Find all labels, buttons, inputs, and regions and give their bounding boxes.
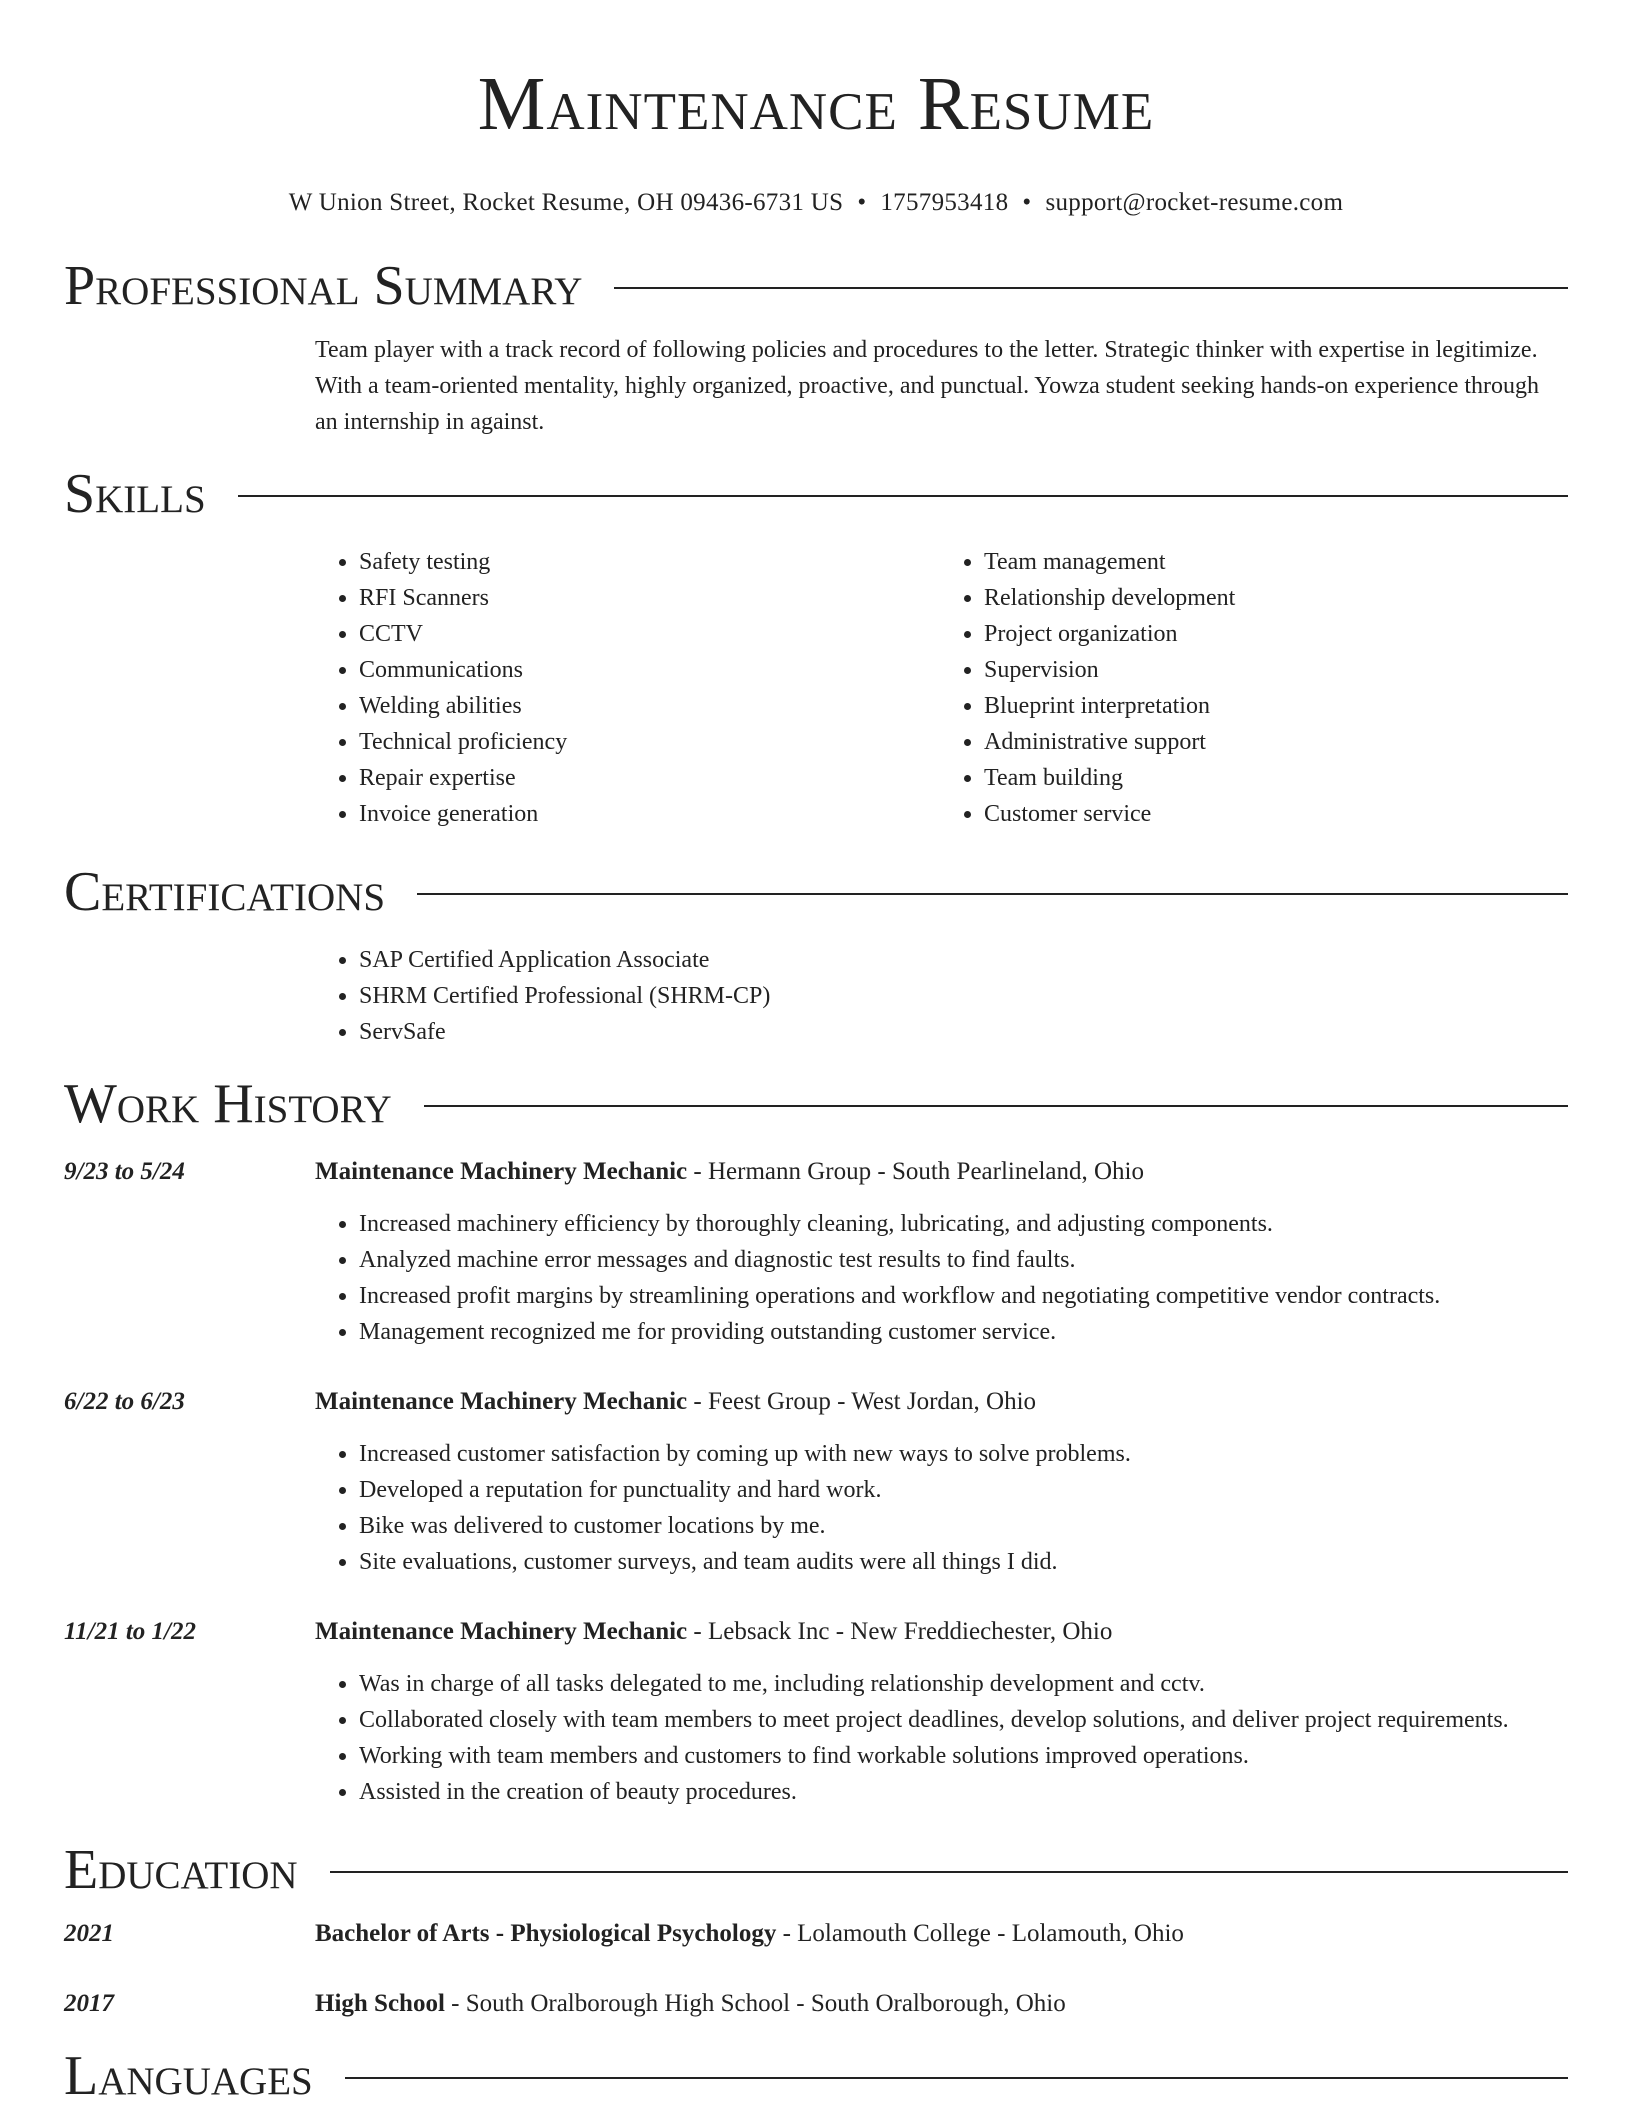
skill-item: • Customer service <box>984 796 1565 832</box>
skill-item: • Team management <box>984 544 1565 580</box>
job-heading <box>315 1384 1565 1420</box>
skills-right-list <box>940 544 1565 832</box>
education-school: - Lolamouth College - Lolamouth, Ohio <box>776 1920 1184 1947</box>
education-section <box>0 1838 1632 2022</box>
education-header <box>64 1838 1568 1902</box>
job-bullet: • Bike was delivered to customer locations by me. <box>359 1508 1565 1544</box>
skill-item: • Communications <box>359 652 940 688</box>
job-employer: - Lebsack Inc - New Freddiechester, Ohio <box>687 1618 1113 1645</box>
resume-title: Maintenance Resume <box>477 62 1155 146</box>
skill-item: • CCTV <box>359 616 940 652</box>
education-year: 2021 <box>64 1920 114 1947</box>
contact-separator: • <box>857 189 867 216</box>
skills-header <box>64 462 1568 526</box>
job-bullet: • Assisted in the creation of beauty procedures. <box>359 1774 1565 1810</box>
job-bullet: • Was in charge of all tasks delegated to me, including relationship development and cctv. <box>359 1666 1565 1702</box>
skill-item: • Team building <box>984 760 1565 796</box>
job-bullet: • Increased profit margins by streamlining operations and workflow and negotiating competitive vendor contracts. <box>359 1278 1565 1314</box>
contact-separator: • <box>1022 189 1032 216</box>
education-entry <box>0 1916 1632 1952</box>
section-title: Professional Summary <box>64 255 583 317</box>
section-title: Work History <box>64 1073 392 1135</box>
education-degree: High School <box>315 1990 445 2017</box>
certification-item: • SHRM Certified Professional (SHRM-CP) <box>359 978 1565 1014</box>
job-employer: - Feest Group - West Jordan, Ohio <box>687 1388 1037 1415</box>
section-divider <box>614 287 1568 289</box>
job-title: Maintenance Machinery Mechanic <box>315 1158 688 1185</box>
certification-item: • SAP Certified Application Associate <box>359 942 1565 978</box>
contact-line <box>0 188 1632 218</box>
job-bullets <box>315 1206 1565 1350</box>
job-heading <box>315 1614 1565 1650</box>
skill-item: • Invoice generation <box>359 796 940 832</box>
languages-header <box>64 2044 1568 2108</box>
certifications-list <box>315 942 1565 1050</box>
job-bullet: • Management recognized me for providing outstanding customer service. <box>359 1314 1565 1350</box>
skill-item: • Repair expertise <box>359 760 940 796</box>
education-heading <box>315 1916 1565 1952</box>
summary-section <box>0 254 1632 440</box>
job-employer: - Hermann Group - South Pearlineland, Ohio <box>687 1158 1145 1185</box>
job-bullet: • Analyzed machine error messages and diagnostic test results to find faults. <box>359 1242 1565 1278</box>
job-bullet: • Collaborated closely with team members to meet project deadlines, develop solutions, and deliver project requirements. <box>359 1702 1565 1738</box>
section-divider <box>345 2077 1568 2079</box>
section-divider <box>417 893 1568 895</box>
section-title: Languages <box>64 2045 313 2107</box>
skill-item: • Project organization <box>984 616 1565 652</box>
section-title: Skills <box>64 463 206 525</box>
skill-item: • Safety testing <box>359 544 940 580</box>
education-year: 2017 <box>64 1990 114 2017</box>
work-history-header <box>64 1072 1568 1136</box>
certifications-section <box>0 860 1632 1050</box>
job-title: Maintenance Machinery Mechanic <box>315 1618 688 1645</box>
summary-text: Team player with a track record of following policies and procedures to the letter. Strategic thinker with expertise in legitimize. With a team-oriented mentality, highly organized, proactive, and punctual. Yowza student seeking hands-on experience through an internship in against. <box>315 337 1540 435</box>
job-dates: 11/21 to 1/22 <box>64 1618 196 1645</box>
education-heading <box>315 1986 1565 2022</box>
job-bullets <box>315 1436 1565 1580</box>
skill-item: • Blueprint interpretation <box>984 688 1565 724</box>
section-divider <box>424 1105 1568 1107</box>
education-entry <box>0 1986 1632 2022</box>
job-heading <box>315 1154 1565 1190</box>
skills-columns <box>315 544 1565 832</box>
job-title: Maintenance Machinery Mechanic <box>315 1388 688 1415</box>
job-dates: 9/23 to 5/24 <box>64 1158 185 1185</box>
contact-email[interactable]: support@rocket-resume.com <box>1045 189 1344 216</box>
job-bullet: • Increased machinery efficiency by thoroughly cleaning, lubricating, and adjusting components. <box>359 1206 1565 1242</box>
job-bullet: • Working with team members and customers to find workable solutions improved operations. <box>359 1738 1565 1774</box>
section-divider <box>238 495 1568 497</box>
work-history-section <box>0 1072 1632 1810</box>
skill-item: • RFI Scanners <box>359 580 940 616</box>
certifications-header <box>64 860 1568 924</box>
education-school: - South Oralborough High School - South Oralborough, Ohio <box>444 1990 1066 2017</box>
section-title: Education <box>64 1839 298 1901</box>
job-bullet: • Site evaluations, customer surveys, and team audits were all things I did. <box>359 1544 1565 1580</box>
job-bullet: • Increased customer satisfaction by coming up with new ways to solve problems. <box>359 1436 1565 1472</box>
skill-item: • Administrative support <box>984 724 1565 760</box>
contact-address: W Union Street, Rocket Resume, OH 09436-6731 US <box>288 189 844 216</box>
summary-header <box>64 254 1568 318</box>
skills-left-list <box>315 544 940 832</box>
education-degree: Bachelor of Arts - Physiological Psychology <box>315 1920 777 1947</box>
skill-item: • Supervision <box>984 652 1565 688</box>
skill-item: • Welding abilities <box>359 688 940 724</box>
contact-phone: 1757953418 <box>880 189 1009 216</box>
job-entry <box>0 1384 1632 1580</box>
section-title: Certifications <box>64 861 386 923</box>
languages-section <box>0 2044 1632 2108</box>
job-entry <box>0 1614 1632 1810</box>
job-bullet: • Developed a reputation for punctuality and hard work. <box>359 1472 1565 1508</box>
skill-item: • Relationship development <box>984 580 1565 616</box>
skills-section <box>0 462 1632 832</box>
section-divider <box>330 1871 1568 1873</box>
certification-item: • ServSafe <box>359 1014 1565 1050</box>
skill-item: • Technical proficiency <box>359 724 940 760</box>
job-dates: 6/22 to 6/23 <box>64 1388 185 1415</box>
job-bullets <box>315 1666 1565 1810</box>
job-entry <box>0 1154 1632 1350</box>
